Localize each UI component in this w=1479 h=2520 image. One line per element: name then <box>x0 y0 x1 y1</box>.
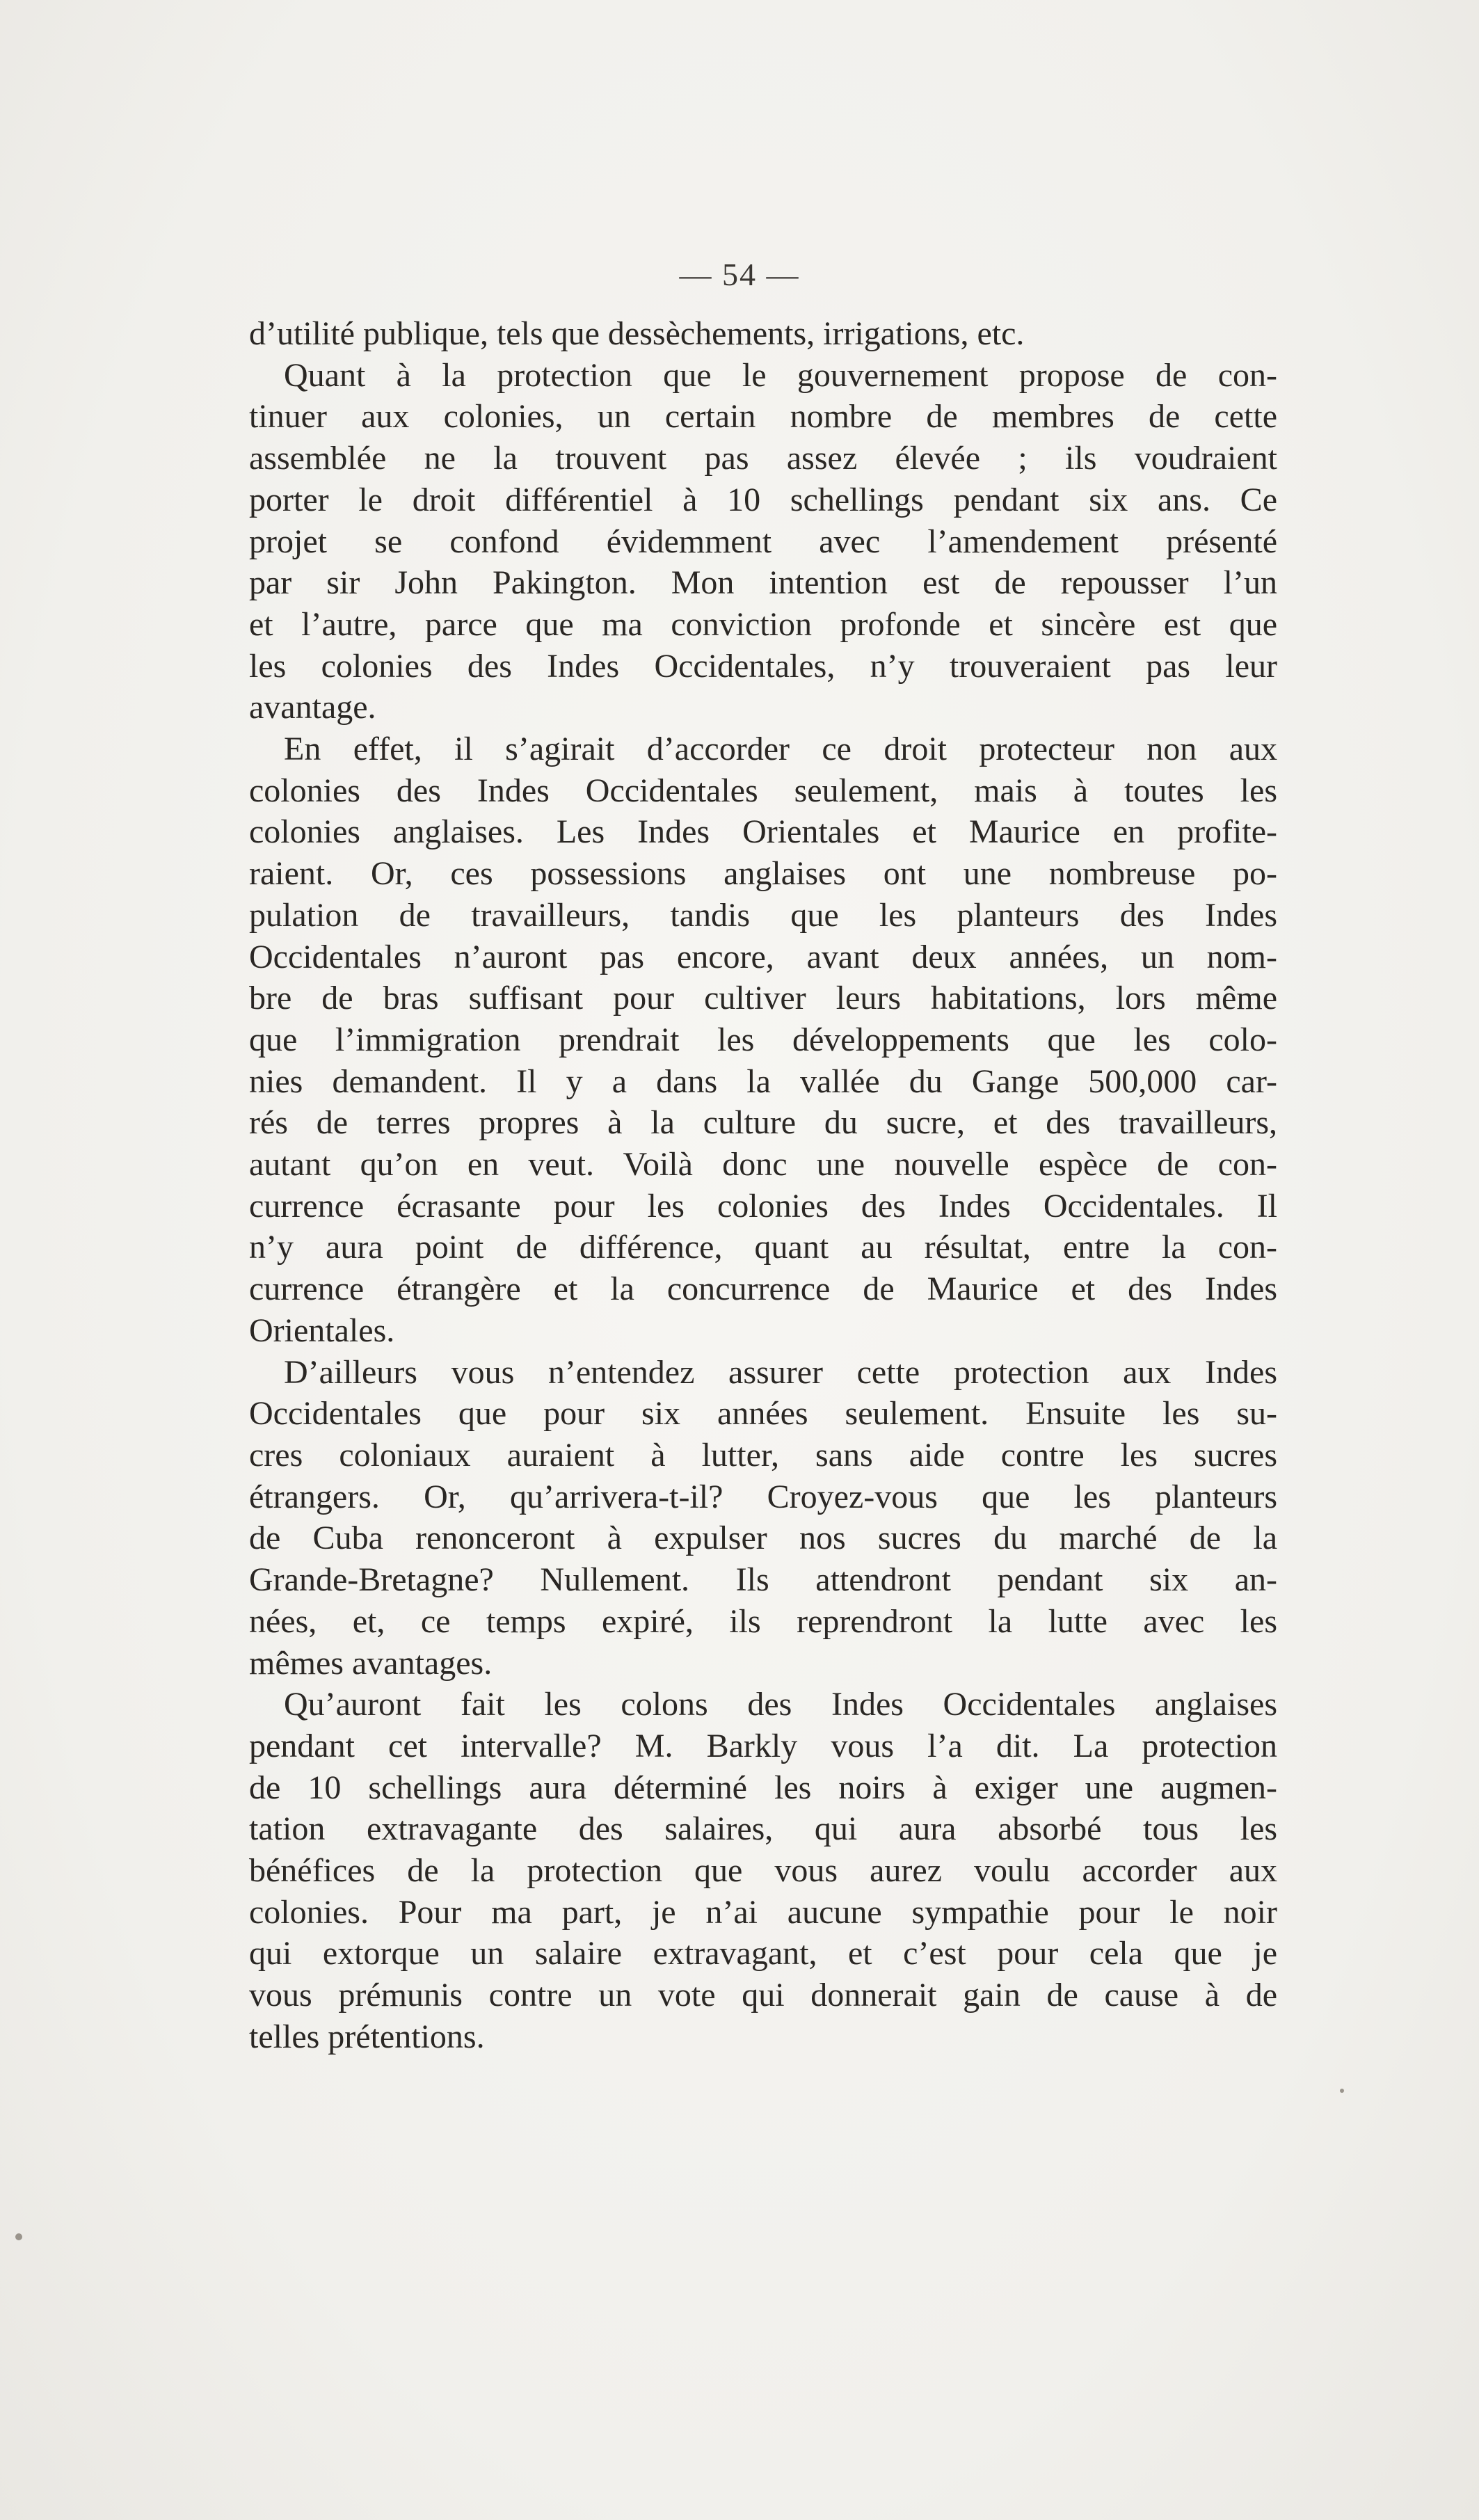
text-line: mêmes avantages. <box>249 1644 493 1682</box>
text-line: tation extravagante des salaires, qui aura absorbé tous les <box>249 1810 1277 1848</box>
text-line: bénéfices de la protection que vous aurez voulu accorder aux <box>249 1852 1277 1890</box>
paragraph <box>249 728 1277 1352</box>
text-line: colonies des Indes Occidentales seulement, mais à toutes les <box>249 772 1277 809</box>
text-line: Orientales. <box>249 1311 395 1349</box>
paragraph <box>249 1352 1277 1684</box>
text-line: vous prémunis contre un vote qui donnerait gain de cause à de <box>249 1977 1277 2014</box>
paper-speck <box>15 2233 22 2240</box>
text-line: autant qu’on en veut. Voilà donc une nouvelle espèce de con- <box>249 1146 1277 1183</box>
text-line: colonies. Pour ma part, je n’ai aucune sympathie pour le noir <box>249 1893 1277 1931</box>
text-line: par sir John Pakington. Mon intention est de repousser l’un <box>249 564 1277 602</box>
paragraph <box>249 1684 1277 2057</box>
text-line: et l’autre, parce que ma conviction profonde et sincère est que <box>249 605 1277 643</box>
paragraph <box>249 313 1277 355</box>
page-number: — 54 — <box>679 257 800 292</box>
text-line: pulation de travailleurs, tandis que les planteurs des Indes <box>249 896 1277 934</box>
text-line: nées, et, ce temps expiré, ils reprendront la lutte avec les <box>249 1602 1277 1640</box>
text-line: qui extorque un salaire extravagant, et c’est pour cela que je <box>249 1935 1277 1972</box>
text-line: raient. Or, ces possessions anglaises ont une nombreuse po- <box>249 855 1277 893</box>
text-line: telles prétentions. <box>249 2018 485 2055</box>
text-line: pendant cet intervalle? M. Barkly vous l’a dit. La protection <box>249 1727 1277 1764</box>
text-line: de 10 schellings aura déterminé les noirs à exiger une augmen- <box>249 1769 1277 1806</box>
paragraph <box>249 355 1277 728</box>
text-line: porter le droit différentiel à 10 schellings pendant six ans. Ce <box>249 481 1277 518</box>
text-line: D’ailleurs vous n’entendez assurer cette protection aux Indes <box>284 1353 1277 1391</box>
text-line: tinuer aux colonies, un certain nombre de membres de cette <box>249 398 1277 436</box>
text-line: les colonies des Indes Occidentales, n’y trouveraient pas leur <box>249 647 1277 685</box>
text-line: d’utilité publique, tels que dessèchements, irrigations, etc. <box>249 315 1025 352</box>
text-line: avantage. <box>249 689 376 726</box>
text-line: de Cuba renonceront à expulser nos sucres du marché de la <box>249 1520 1277 1557</box>
text-line: Grande-Bretagne? Nullement. Ils attendront pendant six an- <box>249 1561 1277 1599</box>
text-line: n’y aura point de différence, quant au résultat, entre la con- <box>249 1229 1277 1266</box>
text-line: projet se confond évidemment avec l’amendement présenté <box>249 523 1277 560</box>
text-line: currence étrangère et la concurrence de Maurice et des Indes <box>249 1270 1277 1308</box>
text-line: En effet, il s’agirait d’accorder ce droit protecteur non aux <box>284 731 1277 768</box>
text-line: Occidentales n’auront pas encore, avant deux années, un nom- <box>249 938 1277 975</box>
text-line: Quant à la protection que le gouvernement propose de con- <box>284 356 1277 394</box>
text-line: bre de bras suffisant pour cultiver leurs habitations, lors même <box>249 980 1277 1017</box>
text-line: cres coloniaux auraient à lutter, sans aide contre les sucres <box>249 1436 1277 1474</box>
text-line: Qu’auront fait les colons des Indes Occidentales anglaises <box>284 1686 1277 1723</box>
text-line: colonies anglaises. Les Indes Orientales et Maurice en profite- <box>249 813 1277 851</box>
body-text <box>249 313 1277 2058</box>
text-line: currence écrasante pour les colonies des Indes Occidentales. Il <box>249 1187 1277 1225</box>
text-line: assemblée ne la trouvent pas assez élevée ; ils voudraient <box>249 440 1277 477</box>
text-line: nies demandent. Il y a dans la vallée du Gange 500,000 car- <box>249 1062 1277 1100</box>
text-line: étrangers. Or, qu’arrivera-t-il? Croyez-vous que les planteurs <box>249 1478 1277 1515</box>
text-line: Occidentales que pour six années seulement. Ensuite les su- <box>249 1395 1277 1433</box>
text-line: que l’immigration prendrait les développements que les colo- <box>249 1021 1277 1058</box>
text-line: rés de terres propres à la culture du sucre, et des travailleurs, <box>249 1104 1277 1142</box>
paper-speck <box>1340 2089 1344 2093</box>
